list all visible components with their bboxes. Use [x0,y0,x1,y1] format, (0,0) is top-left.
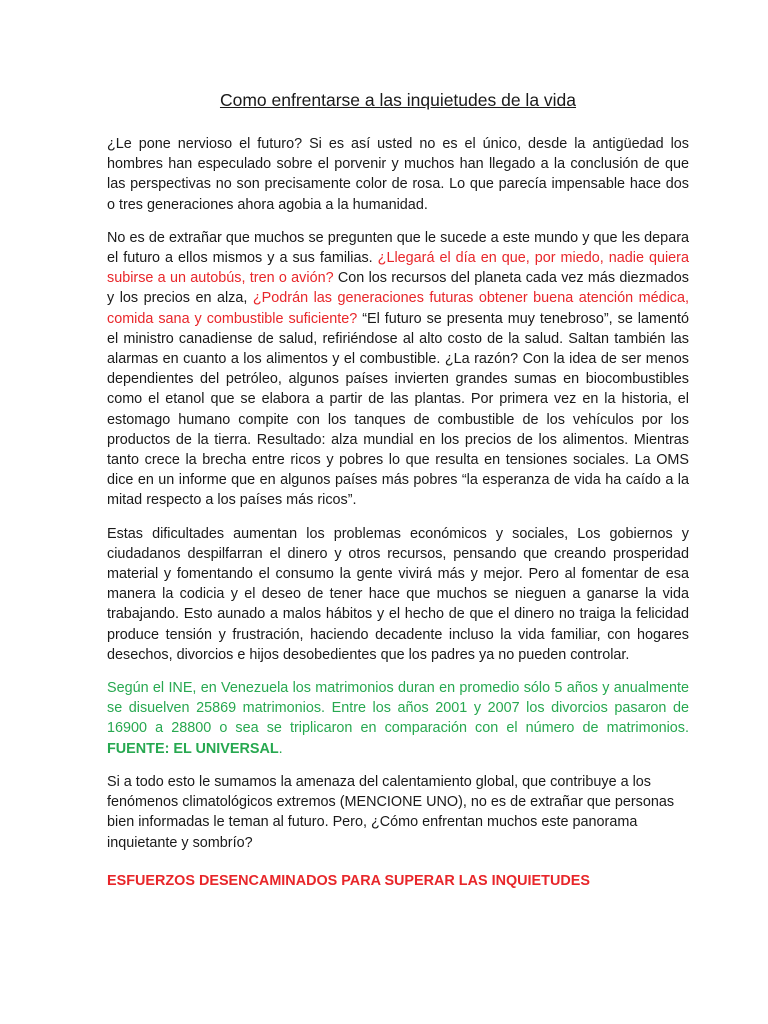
statistics-text: Según el INE, en Venezuela los matrimonios duran en promedio sólo 5 años y anualmente se disuelven 25869 matrimonios. Entre los años 2001 y 2007 los divorcios pasaron de 16900 a 28800 o sea se triplicaron en comparación con el número de matrimonios. [107,680,689,737]
paragraph-2 [107,228,689,511]
paragraph-2-part-1: No es de extrañar que muchos se pregunten que le sucede a este mundo y que les depara el futuro a ellos mismos y a sus familias. [107,229,689,267]
paragraph-4-statistics [107,678,689,759]
paragraph-2-part-3: “El futuro se presenta muy tenebroso”, se lamentó el ministro canadiense de salud, refiriéndose al alto costo de la salud. Saltan también las alarmas en cuanto a los alimentos y el combustible. ¿La razón? Con la idea de ser menos dependientes del petróleo, algunos países invierten grandes sumas en biocombustibles como el etanol que se elabora a partir de las plantas. Por primera vez en la historia, el estomago humano compite con los tanques de combustible de los vehículos por los productos de la tierra. Resultado: alza mundial en los precios de los alimentos. Mientras tanto crece la brecha entre ricos y pobres lo que resulta en tensiones sociales. La OMS dice en un informe que en algunos países más pobres “la esperanza de vida ha caído a la mitad respecto a los países más ricos”. [107,310,689,509]
paragraph-1: ¿Le pone nervioso el futuro? Si es así usted no es el único, desde la antigüedad los hombres han especulado sobre el porvenir y muchos han llegado a la conclusión de que las perspectivas no son precisamente color de rosa. Lo que parecía impensable hace dos o tres generaciones ahora agobia a la humanidad. [107,136,689,213]
document-title: Como enfrentarse a las inquietudes de la vida [219,90,577,110]
paragraph-2-part-2: Con los recursos del planeta cada vez más diezmados y los precios en alza, [107,270,689,307]
highlighted-question-1: ¿Llegará el día en que, por miedo, nadie quiera subirse a un autobús, tren o avión? [107,250,689,287]
paragraph-5: Si a todo esto le sumamos la amenaza del calentamiento global, que contribuye a los fenómenos climatológicos extremos (MENCIONE UNO), no es de extrañar que personas bien informadas le teman al futuro. Pero, ¿Cómo enfrentan muchos este panorama inquietante y sombrío? [107,773,675,851]
paragraph-3: Estas dificultades aumentan los problemas económicos y sociales, Los gobiernos y ciudadanos despilfarran el dinero y otros recursos, pensando que creando prosperidad material y fomentando el consumo la gente vivirá más y mejor. Pero al fomentar de esa manera la codicia y el deseo de tener hace que muchos se nieguen a ganarse la vida trabajando. Esto aunado a malos hábitos y el hecho de que el dinero no traiga la felicidad produce tensión y frustración, haciendo decadente incluso la vida familiar, con hogares desechos, divorcios e hijos desobedientes que los padres ya no pueden controlar. [107,525,689,663]
section-heading: ESFUERZOS DESENCAMINADOS PARA SUPERAR LAS INQUIETUDES [107,872,590,889]
source-citation: FUENTE: EL UNIVERSAL [107,740,279,757]
document-page [107,88,689,891]
statistics-end: . [278,740,283,757]
highlighted-question-2: ¿Podrán las generaciones futuras obtener buena atención médica, comida sana y combustible suficiente? [107,290,689,327]
